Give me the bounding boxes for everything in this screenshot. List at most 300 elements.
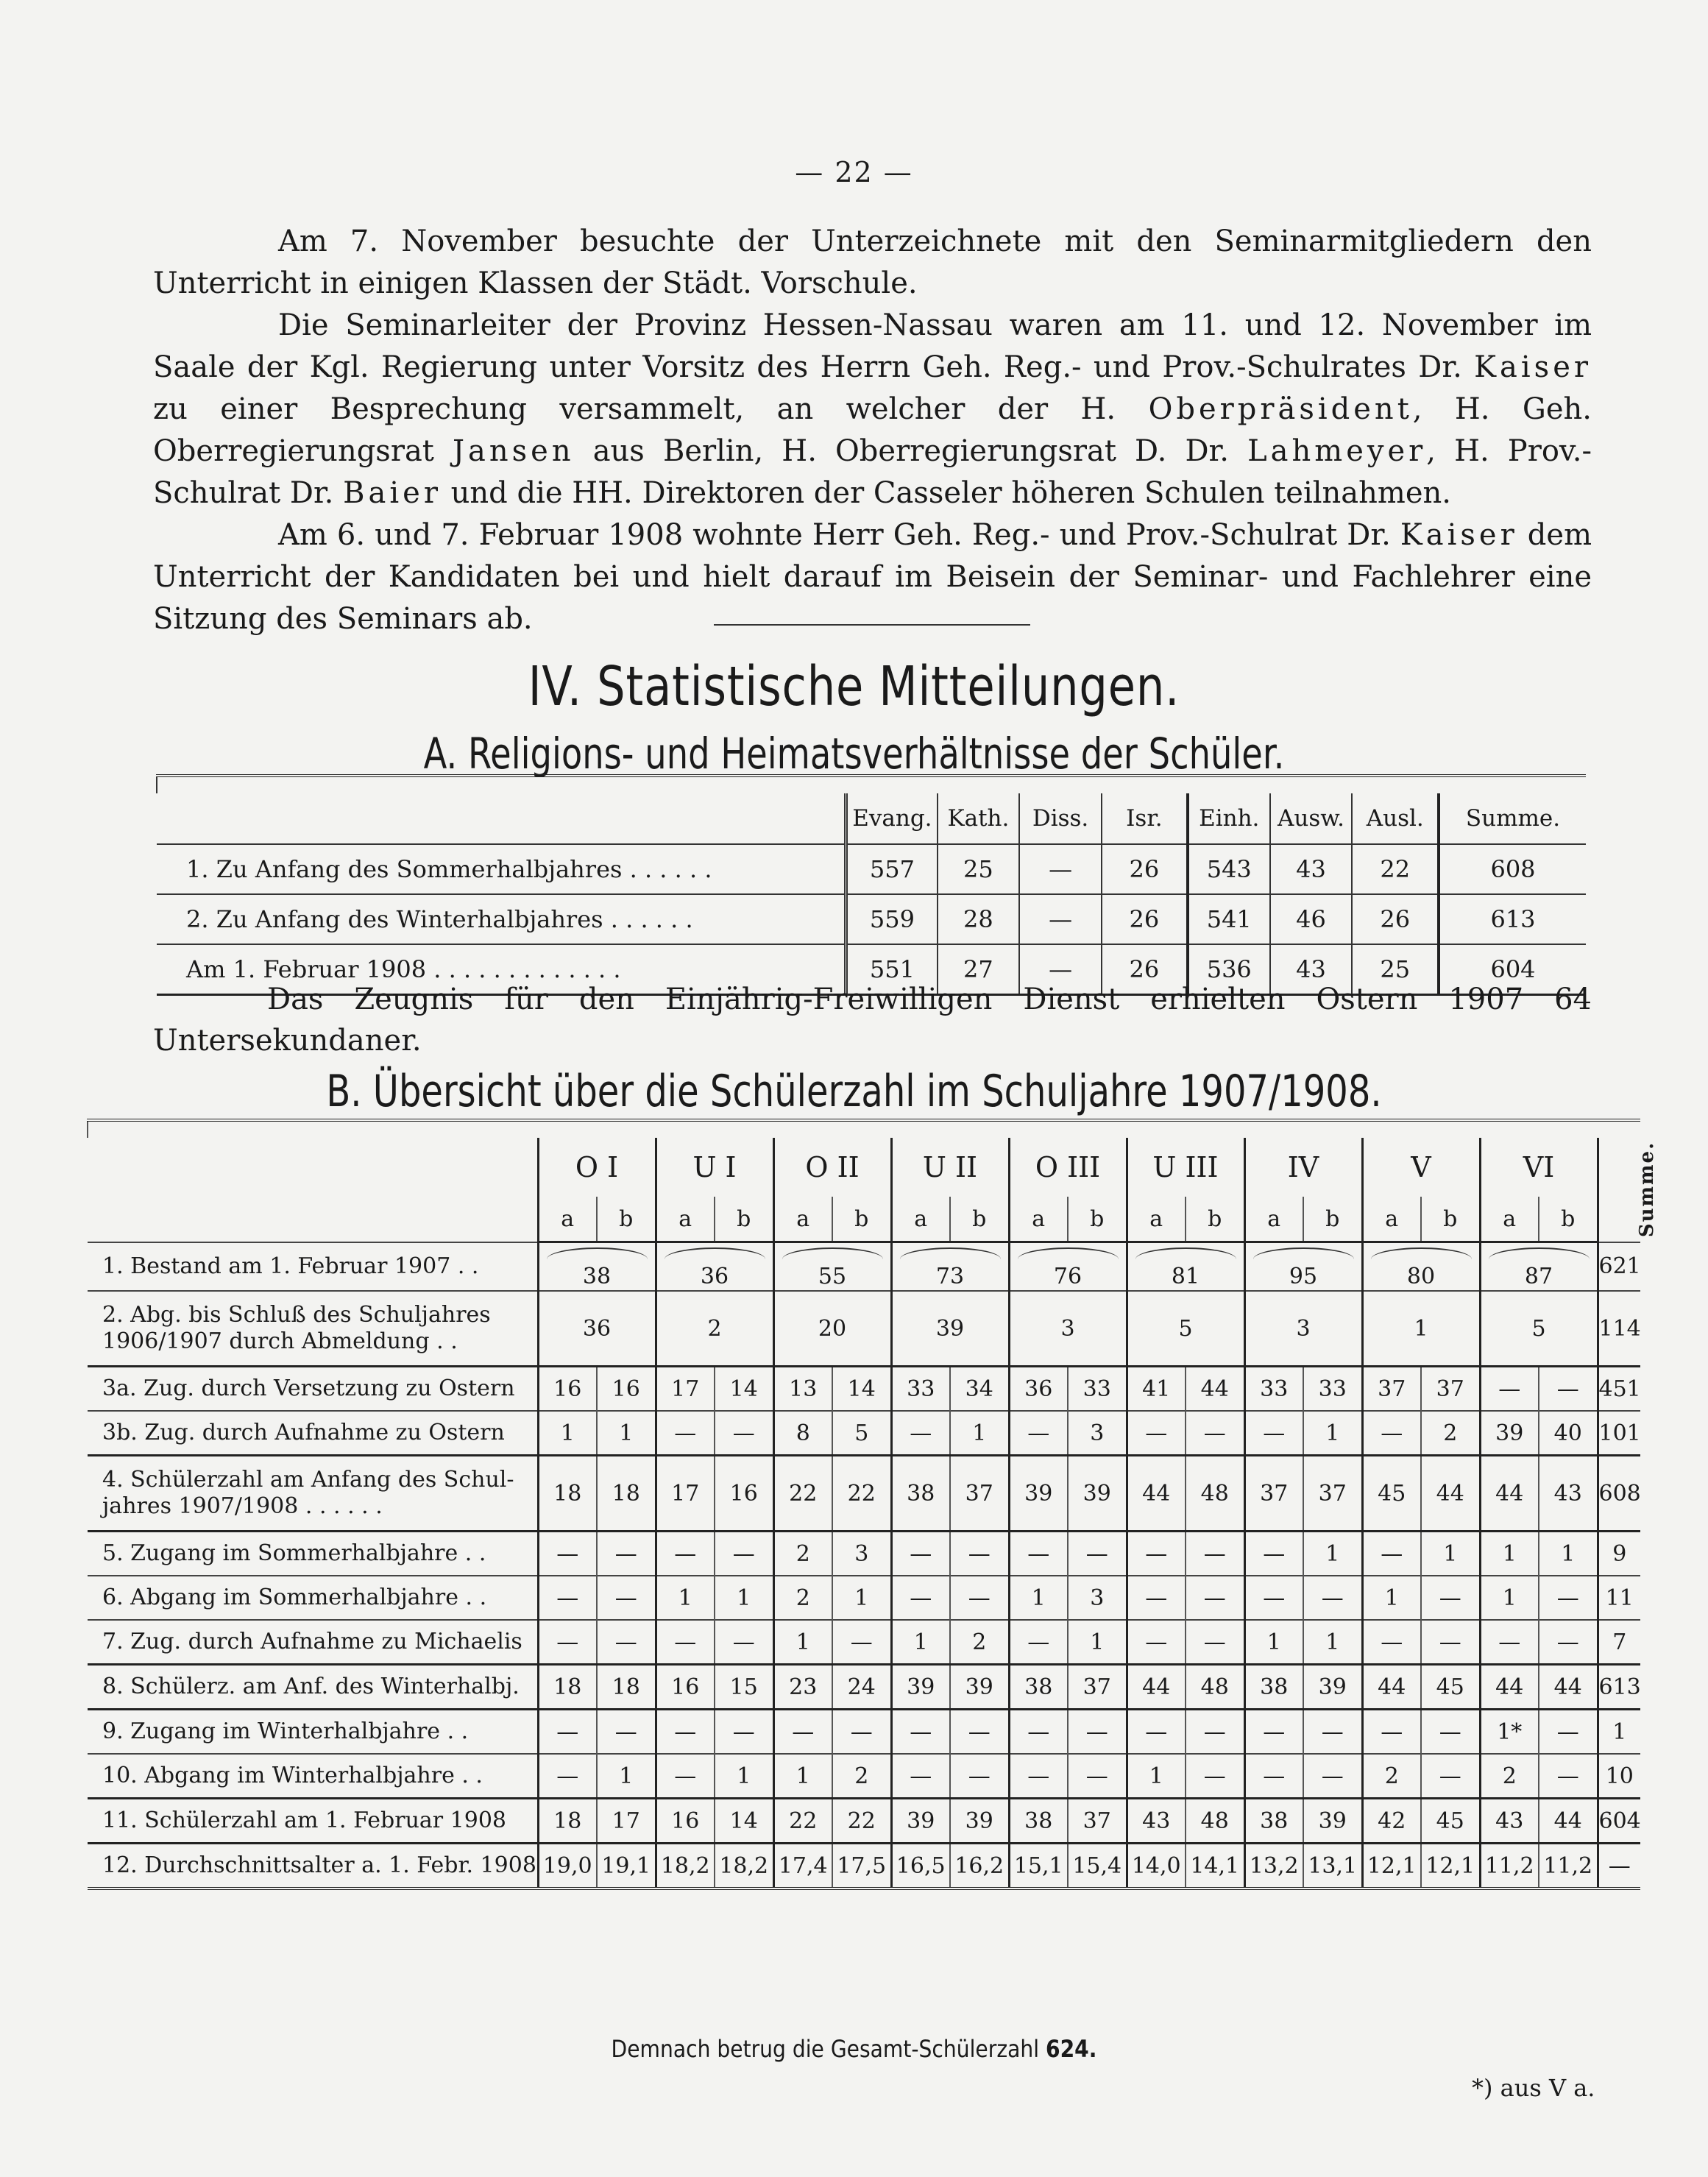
table-row — [88, 1665, 1640, 1710]
table-cell: 1 — [597, 1754, 656, 1799]
table-cell: 5 — [832, 1411, 891, 1456]
table-a-header: Einh. — [1188, 793, 1270, 844]
merged-cell — [1244, 1242, 1362, 1292]
row-label: Am 1. Februar 1908 . . . . . . . . . . . . . — [157, 944, 846, 995]
merged-value: 3 — [1296, 1315, 1311, 1342]
row-sum: 621 — [1598, 1242, 1640, 1292]
table-cell: 39 — [891, 1665, 950, 1710]
table-cell: 45 — [1362, 1456, 1421, 1532]
row-label-line: 10. Abgang im Winterhalbjahre . . — [102, 1763, 483, 1788]
name-spaced: Baier — [343, 476, 442, 510]
row-label-line: 6. Abgang im Sommerhalbjahre . . — [102, 1585, 487, 1610]
intro-paragraphs — [153, 221, 1592, 640]
table-cell: 17 — [656, 1367, 715, 1412]
table-cell: — — [1068, 1754, 1127, 1799]
row-label — [88, 1710, 538, 1755]
table-cell: 37 — [1068, 1665, 1127, 1710]
footnote: *) aus V a. — [1472, 2074, 1595, 2102]
table-cell: — — [656, 1411, 715, 1456]
table-cell: — — [1362, 1710, 1421, 1755]
einjaehrig-paragraph — [153, 979, 1592, 1061]
table-cell: — — [891, 1710, 950, 1755]
subclass-b: b — [715, 1197, 773, 1242]
table-row — [88, 1620, 1640, 1665]
paragraph-text: Am 6. und 7. Februar 1908 wohnte Herr Geh. Reg.- und Prov.-Schulrat Dr. — [278, 518, 1400, 552]
merged-cell — [1127, 1291, 1244, 1367]
subclass-b: b — [1421, 1197, 1480, 1242]
table-cell: — — [1303, 1710, 1362, 1755]
table-cell: — — [597, 1532, 656, 1576]
einjaehrig-text: Das Zeugnis für den Einjährig-Freiwilligen Dienst erhielten Ostern 1907 64 Untersekundaner. — [153, 983, 1592, 1058]
table-cell: 2 — [1362, 1754, 1421, 1799]
table-cell: 1 — [1244, 1620, 1303, 1665]
table-cell: 559 — [846, 894, 938, 944]
table-cell: — — [1362, 1620, 1421, 1665]
table-cell: — — [891, 1411, 950, 1456]
table-cell: 12,1 — [1421, 1844, 1480, 1889]
merged-value: 1 — [1414, 1315, 1428, 1342]
table-cell: 33 — [1244, 1367, 1303, 1412]
paragraph-text: dem Unterricht der Kandidaten bei und hielt darauf im Beisein der Seminar- und Fachlehrer eine Sitzung des Seminars ab. — [153, 518, 1592, 636]
table-cell: — — [1421, 1620, 1480, 1665]
table-cell: 3 — [832, 1532, 891, 1576]
table-cell: — — [538, 1532, 597, 1576]
table-cell: 27 — [938, 944, 1020, 995]
table-cell: 33 — [1068, 1367, 1127, 1412]
merged-cell — [538, 1291, 656, 1367]
table-cell: — — [1186, 1754, 1244, 1799]
table-cell: 1 — [538, 1411, 597, 1456]
table-cell: 39 — [1480, 1411, 1539, 1456]
row-label-line: 2. Abg. bis Schluß des Schuljahres — [102, 1302, 491, 1328]
row-label — [88, 1242, 538, 1292]
row-label — [88, 1620, 538, 1665]
table-cell: 543 — [1188, 844, 1270, 894]
subclass-a: a — [891, 1197, 950, 1242]
table-cell: 26 — [1102, 944, 1188, 995]
table-a-header: Kath. — [938, 793, 1020, 844]
table-cell: — — [538, 1754, 597, 1799]
table-cell: — — [950, 1754, 1009, 1799]
table-cell: 26 — [1102, 894, 1188, 944]
merged-cell — [538, 1242, 656, 1292]
table-cell: 22 — [773, 1456, 832, 1532]
table-cell: 38 — [1009, 1665, 1068, 1710]
table-cell: 44 — [1127, 1665, 1186, 1710]
brace-mark — [1135, 1247, 1236, 1259]
table-cell: — — [1421, 1754, 1480, 1799]
merged-cell — [891, 1242, 1009, 1292]
table-cell: — — [715, 1532, 773, 1576]
subclass-a: a — [1127, 1197, 1186, 1242]
table-cell: 1 — [715, 1754, 773, 1799]
table-a-header: Ausw. — [1270, 793, 1353, 844]
row-label-line: 1. Bestand am 1. Februar 1907 . . — [102, 1253, 479, 1279]
table-cell: — — [1127, 1411, 1186, 1456]
table-cell: 39 — [1068, 1456, 1127, 1532]
table-cell: 19,1 — [597, 1844, 656, 1889]
merged-value: 36 — [700, 1264, 729, 1289]
religion-table — [156, 774, 1586, 996]
table-cell: 38 — [1009, 1799, 1068, 1844]
student-count-table — [87, 1119, 1658, 1890]
row-label-line: 9. Zugang im Winterhalbjahre . . — [102, 1718, 469, 1744]
merged-cell — [1362, 1242, 1480, 1292]
table-cell: 608 — [1439, 844, 1586, 894]
table-cell: 43 — [1127, 1799, 1186, 1844]
row-label-line: 8. Schülerz. am Anf. des Winterhalbj. — [102, 1674, 520, 1699]
subclass-a: a — [1362, 1197, 1421, 1242]
sum-header — [1598, 1138, 1658, 1242]
merged-cell — [773, 1242, 891, 1292]
subclass-a: a — [1009, 1197, 1068, 1242]
table-row — [88, 1844, 1640, 1889]
table-cell: 18 — [597, 1456, 656, 1532]
merged-cell — [656, 1242, 773, 1292]
table-cell: — — [1186, 1576, 1244, 1620]
paragraph-text: zu einer Besprechung versammelt, an welcher der H. — [153, 392, 1149, 426]
table-cell: 2 — [1480, 1754, 1539, 1799]
table-cell: 46 — [1270, 894, 1353, 944]
table-cell: — — [715, 1710, 773, 1755]
brace-mark — [665, 1247, 765, 1259]
table-cell: 37 — [1362, 1367, 1421, 1412]
subclass-a: a — [538, 1197, 597, 1242]
table-cell: 23 — [773, 1665, 832, 1710]
table-cell: 37 — [1421, 1367, 1480, 1412]
table-row — [88, 1532, 1640, 1576]
table-cell: — — [773, 1710, 832, 1755]
row-label-line: 1906/1907 durch Abmeldung . . — [102, 1328, 458, 1354]
table-cell: — — [1539, 1710, 1598, 1755]
table-cell: — — [1009, 1532, 1068, 1576]
row-sum: 451 — [1598, 1367, 1640, 1412]
table-cell: 2 — [832, 1754, 891, 1799]
table-cell: 3 — [1068, 1576, 1127, 1620]
table-cell: — — [1009, 1710, 1068, 1755]
table-cell: 26 — [1102, 844, 1188, 894]
paragraph — [153, 514, 1592, 640]
table-a-header: Evang. — [846, 793, 938, 844]
brace-mark — [782, 1247, 883, 1259]
subclass-b: b — [1539, 1197, 1598, 1242]
table-cell: 45 — [1421, 1665, 1480, 1710]
merged-value: 95 — [1289, 1264, 1318, 1289]
brace-mark — [1371, 1247, 1472, 1259]
table-cell: 37 — [1303, 1456, 1362, 1532]
name-spaced: Lahmeyer — [1247, 434, 1427, 468]
table-cell: — — [597, 1576, 656, 1620]
row-sum: 608 — [1598, 1456, 1640, 1532]
brace-mark — [547, 1247, 648, 1259]
table-cell: 15,1 — [1009, 1844, 1068, 1889]
table-cell: — — [1068, 1532, 1127, 1576]
table-cell: — — [597, 1620, 656, 1665]
row-sum: 10 — [1598, 1754, 1640, 1799]
row-label — [88, 1456, 538, 1532]
subclass-a: a — [773, 1197, 832, 1242]
table-row — [88, 1576, 1640, 1620]
merged-value: 55 — [818, 1264, 847, 1289]
table-row — [88, 1710, 1640, 1755]
name-spaced: Jansen — [452, 434, 575, 468]
table-cell: 37 — [1068, 1799, 1127, 1844]
table-cell: — — [891, 1532, 950, 1576]
table-cell: 39 — [891, 1799, 950, 1844]
table-a-header: Summe. — [1439, 793, 1586, 844]
table-cell: 1 — [1362, 1576, 1421, 1620]
class-header: U I — [656, 1138, 773, 1197]
table-cell: — — [1019, 844, 1102, 894]
table-cell: 18 — [538, 1799, 597, 1844]
table-cell: 613 — [1439, 894, 1586, 944]
merged-cell — [1009, 1242, 1127, 1292]
table-row — [157, 894, 1586, 944]
table-cell: 18 — [538, 1456, 597, 1532]
table-cell: — — [1539, 1367, 1598, 1412]
table-cell: 15 — [715, 1665, 773, 1710]
table-cell: — — [656, 1710, 715, 1755]
merged-value: 87 — [1524, 1264, 1553, 1289]
table-a-corner — [157, 793, 846, 844]
table-cell: 1 — [656, 1576, 715, 1620]
class-header: O II — [773, 1138, 891, 1197]
table-cell: 13 — [773, 1367, 832, 1412]
table-cell: 24 — [832, 1665, 891, 1710]
table-cell: — — [1244, 1411, 1303, 1456]
table-cell: 2 — [773, 1532, 832, 1576]
table-row — [88, 1367, 1640, 1412]
merged-value: 80 — [1406, 1264, 1436, 1289]
table-cell: 14 — [832, 1367, 891, 1412]
merged-value: 2 — [707, 1315, 722, 1342]
class-header: VI — [1480, 1138, 1598, 1197]
table-cell: — — [538, 1710, 597, 1755]
table-cell: — — [950, 1710, 1009, 1755]
table-cell: 43 — [1539, 1456, 1598, 1532]
table-cell: 48 — [1186, 1665, 1244, 1710]
table-cell: 19,0 — [538, 1844, 597, 1889]
table-cell: 33 — [891, 1367, 950, 1412]
row-label-line: jahres 1907/1908 . . . . . . — [102, 1493, 383, 1519]
class-header: U II — [891, 1138, 1009, 1197]
table-cell: 1 — [773, 1620, 832, 1665]
table-cell: — — [1480, 1367, 1539, 1412]
merged-cell — [891, 1291, 1009, 1367]
table-cell: 1 — [1068, 1620, 1127, 1665]
merged-cell — [1009, 1291, 1127, 1367]
table-cell: 3 — [1068, 1411, 1127, 1456]
table-cell: 1 — [715, 1576, 773, 1620]
table-cell: — — [1009, 1620, 1068, 1665]
table-cell: 43 — [1270, 844, 1353, 894]
row-label-line: 11. Schülerzahl am 1. Februar 1908 — [102, 1808, 507, 1833]
row-label — [88, 1844, 538, 1889]
paragraph-text: Am 7. November besuchte der Unterzeichnete mit den Seminarmitgliedern den Unterricht in einigen Klassen der Städt. Vorschule. — [153, 224, 1592, 300]
table-cell: 1 — [950, 1411, 1009, 1456]
merged-value: 38 — [582, 1264, 612, 1289]
table-cell: 12,1 — [1362, 1844, 1421, 1889]
table-row — [88, 1456, 1640, 1532]
table-cell: 17 — [597, 1799, 656, 1844]
table-cell: 2 — [1421, 1411, 1480, 1456]
table-cell: 44 — [1480, 1456, 1539, 1532]
table-cell: 39 — [950, 1799, 1009, 1844]
row-sum: 1 — [1598, 1710, 1640, 1755]
table-cell: — — [1019, 894, 1102, 944]
merged-value: 20 — [818, 1315, 847, 1342]
table-cell: 1 — [1303, 1620, 1362, 1665]
table-cell: — — [538, 1620, 597, 1665]
table-cell: — — [950, 1532, 1009, 1576]
table-a-title: A. Religions- und Heimatsverhältnisse der Schüler. — [423, 729, 1285, 779]
row-label — [88, 1532, 538, 1576]
table-cell: 14,0 — [1127, 1844, 1186, 1889]
table-cell: — — [891, 1754, 950, 1799]
table-cell: 14 — [715, 1799, 773, 1844]
table-cell: 16 — [656, 1665, 715, 1710]
table-cell: 37 — [1244, 1456, 1303, 1532]
table-cell: 45 — [1421, 1799, 1480, 1844]
table-cell: 1 — [891, 1620, 950, 1665]
table-cell: 18 — [538, 1665, 597, 1710]
table-cell: 1 — [1009, 1576, 1068, 1620]
table-cell: 42 — [1362, 1799, 1421, 1844]
row-label: 2. Zu Anfang des Winterhalbjahres . . . . . . — [157, 894, 846, 944]
table-cell: 39 — [1009, 1456, 1068, 1532]
table-cell: 39 — [1303, 1799, 1362, 1844]
table-cell: 38 — [891, 1456, 950, 1532]
table-cell: 38 — [1244, 1799, 1303, 1844]
table-cell: — — [1186, 1620, 1244, 1665]
table-a-header: Isr. — [1102, 793, 1188, 844]
table-cell: 48 — [1186, 1456, 1244, 1532]
table-cell: 14,1 — [1186, 1844, 1244, 1889]
brace-mark — [900, 1247, 1001, 1259]
table-cell: 1 — [1303, 1411, 1362, 1456]
table-cell: — — [1244, 1710, 1303, 1755]
row-label — [88, 1411, 538, 1456]
table-cell: — — [1127, 1620, 1186, 1665]
row-label — [88, 1576, 538, 1620]
table-cell: 16 — [597, 1367, 656, 1412]
class-header: O III — [1009, 1138, 1127, 1197]
table-cell: — — [715, 1620, 773, 1665]
class-header: V — [1362, 1138, 1480, 1197]
table-cell: — — [1019, 944, 1102, 995]
table-cell: — — [715, 1411, 773, 1456]
table-cell: — — [1186, 1710, 1244, 1755]
table-cell: 48 — [1186, 1799, 1244, 1844]
table-cell: 8 — [773, 1411, 832, 1456]
merged-cell — [1127, 1242, 1244, 1292]
table-cell: — — [1539, 1754, 1598, 1799]
table-cell: 22 — [773, 1799, 832, 1844]
row-label-line: 5. Zugang im Sommerhalbjahre . . — [102, 1540, 486, 1566]
table-cell: 43 — [1480, 1799, 1539, 1844]
class-header: O I — [538, 1138, 656, 1197]
merged-value: 73 — [935, 1264, 965, 1289]
table-cell: 44 — [1480, 1665, 1539, 1710]
paragraph-text: , H. Geh. Oberregierungsrat — [153, 392, 1592, 468]
table-cell: 36 — [1009, 1367, 1068, 1412]
table-cell: 43 — [1270, 944, 1353, 995]
merged-value: 5 — [1531, 1315, 1546, 1342]
table-cell: — — [656, 1532, 715, 1576]
merged-cell — [1362, 1291, 1480, 1367]
merged-cell — [1244, 1291, 1362, 1367]
table-cell: — — [1539, 1576, 1598, 1620]
section-title: IV. Statistische Mitteilungen. — [528, 655, 1180, 718]
paragraph-text: , H. Prov.-Schulrat Dr. — [153, 434, 1592, 510]
table-cell: 1 — [832, 1576, 891, 1620]
table-cell: — — [656, 1620, 715, 1665]
table-cell: 14 — [715, 1367, 773, 1412]
table-cell: 1 — [1480, 1532, 1539, 1576]
table-cell: — — [538, 1576, 597, 1620]
table-cell: 18,2 — [715, 1844, 773, 1889]
table-cell: — — [1421, 1710, 1480, 1755]
table-cell: 1 — [1480, 1576, 1539, 1620]
table-cell: — — [1480, 1620, 1539, 1665]
total-summary — [102, 2035, 1605, 2063]
table-cell: — — [1244, 1532, 1303, 1576]
table-cell: — — [1303, 1576, 1362, 1620]
subclass-a: a — [1244, 1197, 1303, 1242]
table-cell: 16 — [656, 1799, 715, 1844]
table-cell: 34 — [950, 1367, 1009, 1412]
merged-value: 5 — [1178, 1315, 1193, 1342]
table-b-corner — [88, 1138, 538, 1242]
table-cell: 25 — [938, 844, 1020, 894]
table-cell: 22 — [1352, 844, 1439, 894]
class-header: U III — [1127, 1138, 1244, 1197]
row-label — [88, 1367, 538, 1412]
table-cell: 25 — [1352, 944, 1439, 995]
merged-value: 81 — [1171, 1264, 1200, 1289]
table-cell: 17,5 — [832, 1844, 891, 1889]
paragraph-text: aus Berlin, H. Oberregierungsrat D. Dr. — [574, 434, 1248, 468]
row-label: 1. Zu Anfang des Sommerhalbjahres . . . . . . — [157, 844, 846, 894]
table-cell: 551 — [846, 944, 938, 995]
table-cell: — — [832, 1620, 891, 1665]
row-label — [88, 1754, 538, 1799]
table-cell: — — [1362, 1532, 1421, 1576]
name-spaced: Kaiser — [1400, 518, 1518, 552]
table-cell: 40 — [1539, 1411, 1598, 1456]
table-cell: 1 — [773, 1754, 832, 1799]
subclass-b: b — [832, 1197, 891, 1242]
table-cell: — — [1009, 1754, 1068, 1799]
paragraph — [153, 305, 1592, 514]
name-spaced: Kaiser — [1474, 350, 1592, 384]
row-label-line: 7. Zug. durch Aufnahme zu Michaelis — [102, 1629, 522, 1654]
table-cell: 2 — [950, 1620, 1009, 1665]
table-cell: 18 — [597, 1665, 656, 1710]
table-cell: 26 — [1352, 894, 1439, 944]
table-cell: — — [1127, 1710, 1186, 1755]
table-cell: 11,2 — [1480, 1844, 1539, 1889]
total-summary-text: Demnach betrug die Gesamt-Schülerzahl — [611, 2035, 1040, 2063]
table-cell: 44 — [1539, 1665, 1598, 1710]
subclass-a: a — [656, 1197, 715, 1242]
table-cell: 22 — [832, 1456, 891, 1532]
table-cell: 15,4 — [1068, 1844, 1127, 1889]
table-cell: 17 — [656, 1456, 715, 1532]
table-cell: 18,2 — [656, 1844, 715, 1889]
table-cell: — — [1303, 1754, 1362, 1799]
table-cell: 16 — [715, 1456, 773, 1532]
